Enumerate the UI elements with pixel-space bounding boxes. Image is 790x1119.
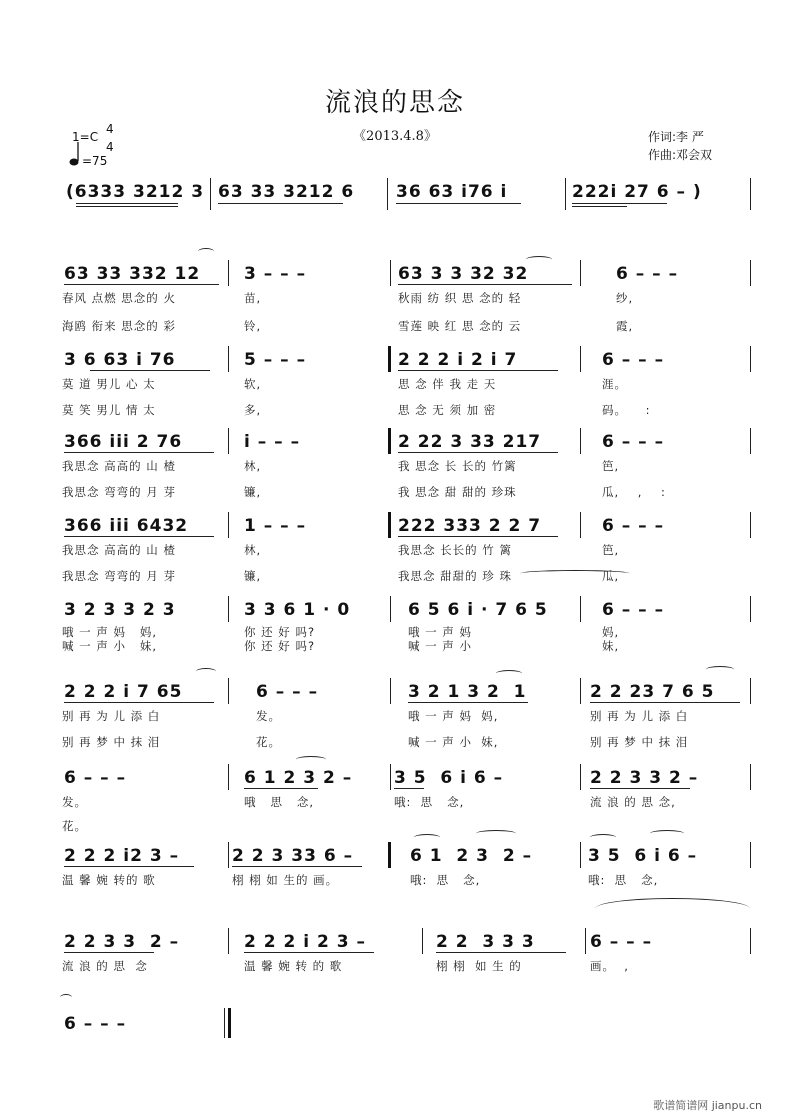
measure-notes: 2 2 2 i 2 3 – <box>244 932 366 952</box>
barline <box>422 928 423 954</box>
lyric-line: 我思念 甜甜的 珍 珠 <box>398 569 512 583</box>
lyric-line: 别 再 为 儿 添 白 <box>62 709 161 723</box>
lyric-line: 流 浪 的 思 念, <box>590 795 676 809</box>
lyric-line: 铃, <box>244 319 262 333</box>
lyric-line: 温 馨 婉 转 的 歌 <box>244 959 343 973</box>
music-system <box>60 762 760 832</box>
barline <box>580 260 581 286</box>
lyric-line: 我思念 弯弯的 月 芽 <box>62 485 176 499</box>
measure-notes: 2 2 2 i 7 65 <box>64 682 183 702</box>
lyric-line: 软, <box>244 377 262 391</box>
lyric-line: 瓜, , : <box>602 485 666 499</box>
music-system <box>60 676 760 756</box>
measure-notes: 3 3 6 1 · 0 <box>244 600 351 620</box>
measure-notes: 6 – – – <box>602 432 665 452</box>
lyric-line: 哦 一 声 妈 <box>408 625 472 639</box>
measure-notes: 2 2 3 33 6 – <box>232 846 354 866</box>
beam-line <box>398 536 558 537</box>
lyric-line: 发。 <box>256 709 281 723</box>
measure-notes: 2 2 3 3 2 – <box>590 768 699 788</box>
measure-notes: 6 – – – <box>64 768 127 788</box>
barline <box>228 678 229 704</box>
measure-notes: 36 63 i76 i <box>396 182 508 202</box>
lyric-line: 镰, <box>244 569 262 583</box>
lyric-line: 你 还 好 吗? <box>244 639 316 653</box>
measure-notes: 2 22 3 33 217 <box>398 432 542 452</box>
barline <box>224 1008 225 1038</box>
beam-line <box>218 203 343 204</box>
measure-notes: 6 1 2 3 2 – <box>410 846 533 866</box>
measure-notes: 63 33 3212 6 <box>218 182 355 202</box>
measure-notes: i – – – <box>244 432 301 452</box>
barline <box>750 928 751 954</box>
quarter-note-icon <box>69 140 81 168</box>
measure-notes: 63 33 332 12 <box>64 264 201 284</box>
lyric-line: 喊 一 声 小 <box>408 639 472 653</box>
lyric-line: 思 念 无 须 加 密 <box>398 403 497 417</box>
beam-line <box>232 866 362 867</box>
beam-line <box>64 536 214 537</box>
composer-credit: 作曲:邓会双 <box>648 148 713 162</box>
lyric-line: 林, <box>244 459 262 473</box>
barline <box>580 596 581 622</box>
beam-line <box>590 702 740 703</box>
barline <box>390 260 391 286</box>
measure-notes: 6 – – – <box>64 1014 127 1034</box>
slur-mark <box>60 994 72 1001</box>
time-signature-bottom: 4 <box>106 140 114 154</box>
lyric-line: 雪莲 映 红 思 念的 云 <box>398 319 522 333</box>
lyric-line: 发。 <box>62 795 87 809</box>
beam-line <box>76 206 178 207</box>
lyric-line: 我 思念 长 长的 竹篱 <box>398 459 517 473</box>
slur-mark <box>590 834 616 841</box>
slur-mark <box>196 668 216 675</box>
music-system <box>60 258 760 338</box>
lyric-line: 码。 : <box>602 403 651 417</box>
barline <box>750 764 751 790</box>
lyric-line: 别 再 梦 中 抹 泪 <box>62 735 161 749</box>
beam-line <box>90 370 210 371</box>
measure-notes: 3 2 3 3 2 3 <box>64 600 176 620</box>
lyric-line: 栩 栩 如 生的 画。 <box>232 873 339 887</box>
lyric-line: 哦 一 声 妈 妈, <box>408 709 499 723</box>
barline <box>390 764 391 790</box>
measure-notes: 6 – – – <box>616 264 679 284</box>
measure-notes: 63 3 3 32 32 <box>398 264 529 284</box>
barline <box>228 596 229 622</box>
measure-notes: 222 333 2 2 7 <box>398 516 542 536</box>
beam-line <box>398 284 572 285</box>
barline <box>228 428 229 454</box>
barline <box>750 428 751 454</box>
barline <box>580 512 581 538</box>
beam-line <box>408 702 528 703</box>
barline <box>750 842 751 868</box>
lyric-line: 我 思念 甜 甜的 珍珠 <box>398 485 517 499</box>
measure-notes: 2 2 2 i 2 i 7 <box>398 350 518 370</box>
lyric-line: 哦: 思 念, <box>588 873 659 887</box>
lyric-line: 我思念 高高的 山 楂 <box>62 459 176 473</box>
music-system <box>60 926 760 976</box>
lyric-line: 流 浪 的 思 念 <box>62 959 148 973</box>
lyric-line: 喊 一 声 小 妹, <box>62 639 158 653</box>
beam-line <box>572 206 627 207</box>
beam-line <box>244 952 374 953</box>
music-system <box>60 1008 760 1044</box>
tempo-label: =75 <box>82 154 108 168</box>
barline <box>210 178 211 210</box>
barline <box>580 842 581 868</box>
measure-notes: 222i 27 6 – ) <box>572 182 702 202</box>
lyric-line: 林, <box>244 543 262 557</box>
barline <box>228 346 229 372</box>
barline <box>228 928 229 954</box>
music-system <box>60 840 760 890</box>
measure-notes: 366 iii 6432 <box>64 516 189 536</box>
beam-line <box>394 788 424 789</box>
measure-notes: 6 – – – <box>602 516 665 536</box>
repeat-barline <box>388 842 391 868</box>
measure-notes: 5 – – – <box>244 350 307 370</box>
slur-mark <box>414 834 440 841</box>
beam-line <box>64 702 214 703</box>
repeat-barline <box>388 512 391 538</box>
lyric-line: 笆, <box>602 543 620 557</box>
measure-notes: 6 – – – <box>256 682 319 702</box>
measure-notes: 6 – – – <box>602 350 665 370</box>
measure-notes: 366 iii 2 76 <box>64 432 183 452</box>
measure-notes: 3 – – – <box>244 264 307 284</box>
measure-notes: 3 2 1 3 2 1 <box>408 682 527 702</box>
beam-line <box>64 452 214 453</box>
beam-line <box>398 370 558 371</box>
slur-mark <box>595 898 750 919</box>
lyric-line: 瓜, <box>602 569 620 583</box>
measure-notes: 6 5 6 i · 7 6 5 <box>408 600 548 620</box>
lyric-line: 哦: 思 念, <box>394 795 465 809</box>
page-title: 流浪的思念 <box>324 88 465 118</box>
lyric-line: 哦 思 念, <box>244 795 315 809</box>
lyricist-credit: 作词:李 严 <box>648 130 704 144</box>
lyric-line: 霞, <box>616 319 634 333</box>
lyric-line: 镰, <box>244 485 262 499</box>
repeat-barline <box>388 428 391 454</box>
beam-line <box>64 952 154 953</box>
measure-notes: 3 5 6 i 6 – <box>394 768 504 788</box>
slur-mark <box>296 756 326 763</box>
slur-mark <box>526 256 552 263</box>
barline <box>585 928 586 954</box>
beam-line <box>76 203 178 204</box>
lyric-line: 哦: 思 念, <box>410 873 481 887</box>
barline <box>750 678 751 704</box>
lyric-line: 栩 栩 如 生 的 <box>436 959 522 973</box>
beam-line <box>436 952 566 953</box>
key-signature: 1=C <box>72 130 99 144</box>
slur-mark <box>496 670 522 677</box>
lyric-line: 多, <box>244 403 262 417</box>
barline <box>750 596 751 622</box>
date-label: 《2013.4.8》 <box>353 129 437 144</box>
barline <box>390 596 391 622</box>
slur-mark <box>198 248 214 255</box>
measure-notes: 3 6 63 i 76 <box>64 350 176 370</box>
beam-line <box>398 452 558 453</box>
music-system <box>60 510 760 590</box>
barline <box>565 178 566 210</box>
lyric-line: 纱, <box>616 291 634 305</box>
beam-line <box>64 284 219 285</box>
lyric-line: 温 馨 婉 转的 歌 <box>62 873 156 887</box>
slur-mark <box>650 830 684 837</box>
measure-notes: 1 – – – <box>244 516 307 536</box>
measure-notes: 2 2 2 i2 3 – <box>64 846 180 866</box>
lyric-line: 海鸥 衔来 思念的 彩 <box>62 319 176 333</box>
barline <box>580 428 581 454</box>
measure-notes: (6333 3212 3 <box>66 182 205 202</box>
lyric-line: 别 再 梦 中 抹 泪 <box>590 735 689 749</box>
beam-line <box>64 866 194 867</box>
measure-notes: 2 2 3 3 2 – <box>64 932 180 952</box>
lyric-line: 别 再 为 儿 添 白 <box>590 709 689 723</box>
lyric-line: 莫 笑 男儿 情 太 <box>62 403 156 417</box>
lyric-line: 花。 <box>62 819 87 833</box>
slur-mark <box>706 666 734 673</box>
lyric-line: 妹, <box>602 639 620 653</box>
measure-notes: 3 5 6 i 6 – <box>588 846 698 866</box>
barline <box>228 842 229 868</box>
barline <box>750 260 751 286</box>
barline <box>580 678 581 704</box>
music-system <box>60 426 760 506</box>
lyric-line: 妈, <box>602 625 620 639</box>
beam-line <box>396 203 521 204</box>
time-signature-top: 4 <box>106 122 114 136</box>
slur-mark <box>520 570 630 577</box>
lyric-line: 我思念 弯弯的 月 芽 <box>62 569 176 583</box>
music-system <box>60 594 760 664</box>
barline <box>580 346 581 372</box>
barline <box>387 178 388 210</box>
site-watermark: 歌谱简谱网 jianpu.cn <box>653 1099 762 1112</box>
final-barline <box>228 1008 231 1038</box>
barline <box>228 260 229 286</box>
slur-mark <box>476 830 516 837</box>
barline <box>750 178 751 210</box>
barline <box>228 512 229 538</box>
lyric-line: 莫 道 男儿 心 太 <box>62 377 156 391</box>
lyric-line: 我思念 长长的 竹 篱 <box>398 543 512 557</box>
barline <box>390 678 391 704</box>
lyric-line: 哦 一 声 妈 妈, <box>62 625 158 639</box>
lyric-line: 画。 , <box>590 959 629 973</box>
lyric-line: 喊 一 声 小 妹, <box>408 735 499 749</box>
beam-line <box>590 788 690 789</box>
lyric-line: 春风 点燃 思念的 火 <box>62 291 176 305</box>
beam-line <box>244 788 318 789</box>
music-system <box>60 344 760 424</box>
measure-notes: 2 2 23 7 6 5 <box>590 682 715 702</box>
music-system <box>60 172 760 212</box>
lyric-line: 你 还 好 吗? <box>244 625 316 639</box>
lyric-line: 涯。 <box>602 377 627 391</box>
barline <box>228 764 229 790</box>
lyric-line: 思 念 伴 我 走 天 <box>398 377 497 391</box>
lyric-line: 我思念 高高的 山 楂 <box>62 543 176 557</box>
lyric-line: 花。 <box>256 735 281 749</box>
lyric-line: 苗, <box>244 291 262 305</box>
repeat-barline <box>388 346 391 372</box>
barline <box>750 512 751 538</box>
lyric-line: 秋雨 纺 织 思 念的 轻 <box>398 291 522 305</box>
lyric-line: 笆, <box>602 459 620 473</box>
measure-notes: 2 2 3 3 3 <box>436 932 535 952</box>
barline <box>750 346 751 372</box>
beam-line <box>572 203 667 204</box>
measure-notes: 6 1 2 3 2 – <box>244 768 353 788</box>
measure-notes: 6 – – – <box>590 932 653 952</box>
barline <box>580 764 581 790</box>
measure-notes: 6 – – – <box>602 600 665 620</box>
